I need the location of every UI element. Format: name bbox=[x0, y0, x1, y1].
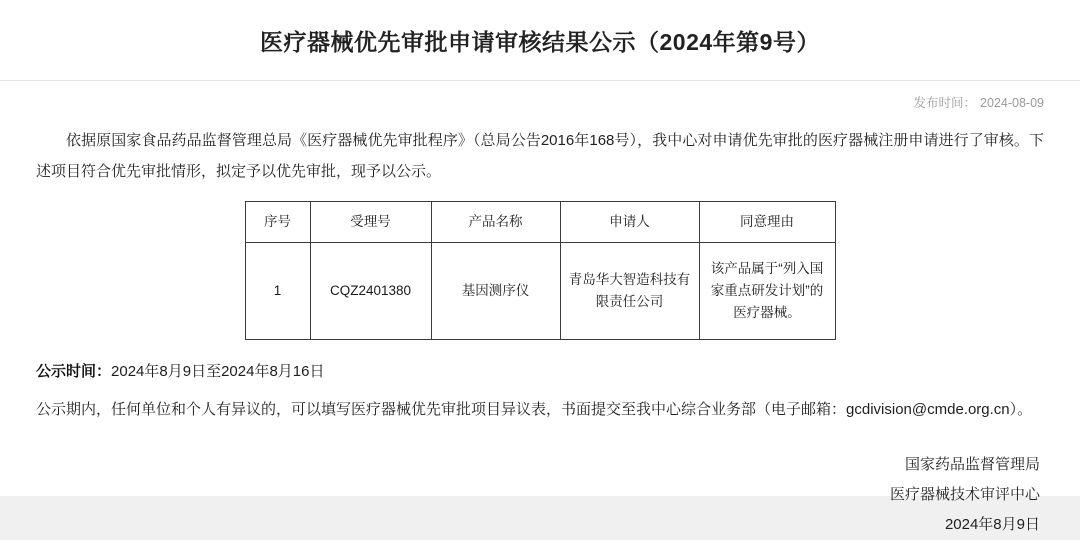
page-title: 医疗器械优先审批申请审核结果公示（2024年第9号） bbox=[260, 29, 820, 55]
cell-reason: 该产品属于“列入国家重点研发计划”的医疗器械。 bbox=[699, 243, 835, 340]
column-header-reason: 同意理由 bbox=[699, 202, 835, 243]
signature-center: 医疗器械技术审评中心 bbox=[889, 486, 1040, 504]
table-row bbox=[245, 243, 835, 340]
publish-date: 2024-08-09 bbox=[980, 96, 1044, 111]
title-bar bbox=[0, 0, 1080, 81]
publish-time-row bbox=[0, 81, 1080, 111]
document-body bbox=[0, 111, 1080, 540]
signature-date: 2024年8月9日 bbox=[944, 516, 1040, 534]
objection-text-before: 公示期内，任何单位和个人有异议的，可以填写医疗器械优先审批项目异议表，书面提交至我中心综合业务部（电子邮箱： bbox=[36, 401, 847, 419]
objection-paragraph bbox=[36, 396, 1044, 424]
table-header-row bbox=[245, 202, 835, 243]
table-header bbox=[245, 202, 835, 243]
signature-block bbox=[36, 450, 1044, 540]
column-header-index: 序号 bbox=[245, 202, 310, 243]
notice-period-label: 公示时间： bbox=[36, 363, 112, 381]
column-header-product-name: 产品名称 bbox=[431, 202, 560, 243]
cell-applicant: 青岛华大智造科技有限责任公司 bbox=[560, 243, 699, 340]
intro-paragraph: 依据原国家食品药品监督管理总局《医疗器械优先审批程序》（总局公告2016年168号），我中心对申请优先审批的医疗器械注册申请进行了审核。下述项目符合优先审批情形，拟定予以优先审批，现予以公示。 bbox=[36, 132, 1044, 181]
column-header-applicant: 申请人 bbox=[560, 202, 699, 243]
signature-authority: 国家药品监督管理局 bbox=[904, 456, 1040, 474]
table-body bbox=[245, 243, 835, 340]
objection-text-after: ）。 bbox=[1009, 401, 1033, 419]
cell-acceptance-no: CQZ2401380 bbox=[310, 243, 431, 340]
cell-product-name: 基因测序仪 bbox=[431, 243, 560, 340]
cell-index: 1 bbox=[245, 243, 310, 340]
contact-email[interactable]: gcdivision@cmde.org.cn bbox=[846, 401, 1010, 419]
notice-period-line bbox=[36, 358, 1044, 386]
results-table bbox=[245, 201, 836, 340]
column-header-acceptance-no: 受理号 bbox=[310, 202, 431, 243]
notice-period-value: 2024年8月9日至2024年8月16日 bbox=[111, 363, 325, 381]
publish-time-label: 发布时间： bbox=[913, 96, 977, 111]
